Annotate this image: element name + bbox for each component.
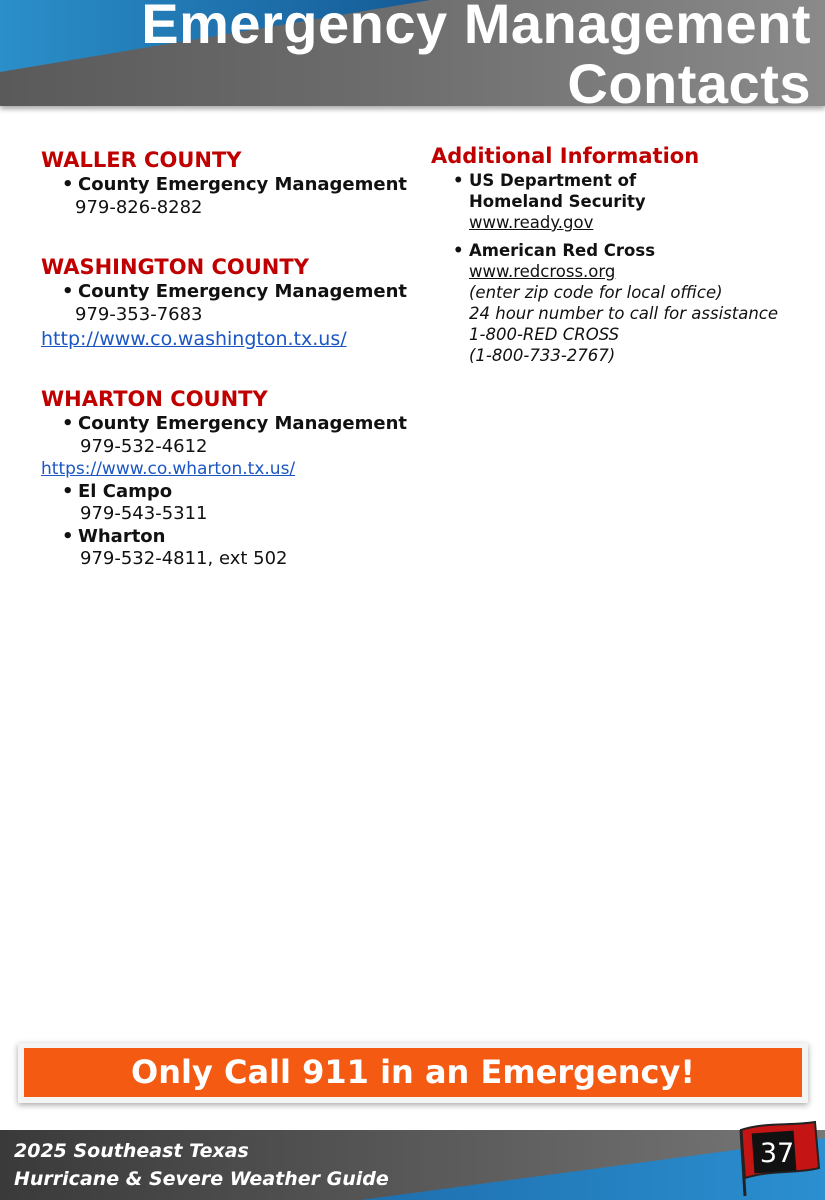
additional-info-heading: Additional Information: [431, 144, 700, 168]
wharton-county-section: [41, 385, 411, 571]
phone-number: 979-543-5311: [80, 503, 208, 524]
title-line-1: Emergency Management: [141, 0, 811, 55]
page-header: [0, 0, 825, 106]
red-cross-note: 1-800-RED CROSS: [469, 325, 620, 344]
page-number: 37: [759, 1138, 795, 1169]
contact-label: County Emergency Management: [78, 174, 408, 195]
phone-number: 979-826-8282: [75, 196, 203, 218]
dhs-label-line-1: US Department of: [469, 171, 637, 190]
page-title: [141, 0, 811, 106]
dhs-label-line-2: Homeland Security: [469, 192, 646, 211]
contact-label: County Emergency Management: [78, 281, 408, 302]
washington-website-link[interactable]: http://www.co.washington.tx.us/: [41, 328, 347, 350]
contact-label: Wharton: [78, 525, 166, 547]
list-item: [431, 170, 791, 233]
red-cross-note: 24 hour number to call for assistance: [469, 304, 779, 323]
footer-guide-title: Hurricane & Severe Weather Guide: [14, 1168, 389, 1190]
title-line-2: Contacts: [567, 52, 811, 106]
red-cross-note: (enter zip code for local office): [469, 283, 723, 302]
waller-county-heading: WALLER COUNTY: [41, 148, 242, 172]
emergency-banner-frame: [18, 1043, 808, 1103]
washington-county-section: [41, 253, 411, 385]
washington-county-heading: WASHINGTON COUNTY: [41, 255, 309, 279]
list-item: [41, 526, 411, 549]
waller-county-section: [41, 146, 411, 253]
phone-number: 979-353-7683: [75, 303, 203, 325]
red-cross-link[interactable]: www.redcross.org: [469, 262, 616, 281]
bullet-icon: •: [62, 413, 74, 434]
list-item: [41, 481, 411, 504]
list-item: [431, 240, 791, 366]
red-cross-note: (1-800-733-2767): [469, 346, 616, 365]
bullet-icon: •: [453, 241, 464, 260]
list-item: [41, 174, 411, 197]
footer-guide-year: 2025 Southeast Texas: [14, 1140, 249, 1162]
emergency-banner: Only Call 911 in an Emergency!: [24, 1048, 802, 1097]
bullet-icon: •: [62, 174, 74, 195]
wharton-website-link[interactable]: https://www.co.wharton.tx.us/: [41, 459, 296, 479]
wharton-county-heading: WHARTON COUNTY: [41, 387, 268, 411]
phone-number: 979-532-4612: [80, 435, 208, 457]
bullet-icon: •: [62, 525, 74, 547]
bullet-icon: •: [453, 171, 464, 190]
additional-info-column: [431, 142, 791, 366]
contact-label: County Emergency Management: [78, 413, 408, 434]
phone-number: 979-532-4811, ext 502: [80, 548, 288, 569]
contact-label: El Campo: [78, 480, 173, 502]
bullet-icon: •: [62, 281, 74, 302]
list-item: [41, 281, 411, 304]
page-footer: [0, 1130, 825, 1200]
list-item: [41, 413, 411, 436]
red-cross-label: American Red Cross: [469, 241, 656, 260]
bullet-icon: •: [62, 480, 74, 502]
county-contacts-column: [41, 146, 411, 571]
ready-gov-link[interactable]: www.ready.gov: [469, 213, 594, 232]
